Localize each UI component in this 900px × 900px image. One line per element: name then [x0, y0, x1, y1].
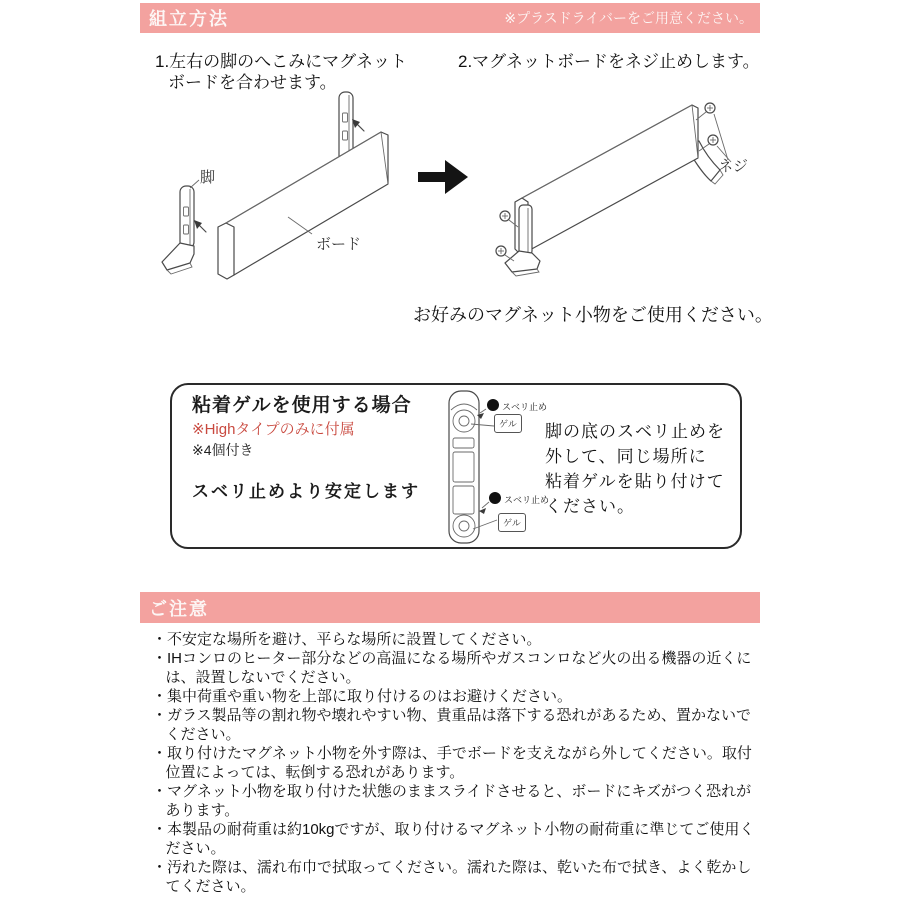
gel-side-line: ください。	[545, 497, 635, 516]
assembled-board-drawing	[515, 105, 698, 255]
pad-dot-bottom	[489, 492, 501, 504]
fit-arrow-lower	[194, 220, 206, 232]
gel-tag-bottom: ゲル	[498, 513, 526, 532]
board-drawing	[218, 132, 388, 279]
caution-item: ・汚れた際は、濡れ布巾で拭取ってください。濡れた際は、乾いた布で拭き、よく乾かしてください。	[152, 859, 752, 895]
screwdriver-note: ※プラスドライバーをご用意ください。	[504, 10, 753, 26]
gel-side-line: 脚の底のスベリ止めを	[545, 422, 725, 441]
step2-diagram	[488, 88, 760, 310]
gel-side-line: 外して、同じ場所に	[545, 447, 707, 466]
pad-label-bottom: スベリ止め	[504, 495, 550, 505]
caution-item: ・本製品の耐荷重は約10kgですが、取り付けるマグネット小物の耐荷重に準じてご使用ください。	[152, 821, 755, 857]
lower-leg-drawing	[162, 186, 194, 274]
gel-side-text	[545, 419, 725, 519]
step1-line2: ボードを合わせます。	[168, 73, 337, 92]
caution-item: ・集中荷重や重い物を上部に取り付けるのはお避けください。	[152, 688, 573, 705]
assembly-header-bar	[140, 3, 760, 33]
caution-header-bar	[140, 592, 760, 623]
caution-item: ・取り付けたマグネット小物を外す際は、手でボードを支えながら外してください。取付位置によっては、転倒する恐れがあります。	[152, 745, 752, 781]
arrow-right-icon	[418, 159, 470, 196]
leg-label: 脚	[200, 169, 216, 186]
gel-count-note: ※4個付き	[192, 442, 254, 458]
caution-title: ご注意	[149, 598, 209, 619]
step2-text: 2.マグネットボードをネジ止めします。	[458, 52, 760, 71]
gel-box-title: 粘着ゲルを使用する場合	[192, 395, 412, 416]
caution-item: ・ガラス製品等の割れ物や壊れやすい物、貴重品は落下する恐れがあるため、置かないでください。	[152, 707, 751, 743]
screw-top-1	[696, 103, 715, 120]
gel-side-line: 粘着ゲルを貼り付けて	[545, 472, 725, 491]
screw-label: ネジ	[718, 158, 749, 175]
screw-top-2	[699, 135, 718, 151]
screw-left-2	[496, 246, 514, 261]
caution-item: ・マグネット小物を取り付けた状態のままスライドさせると、ボードにキズがつく恐れがあります。	[152, 783, 752, 819]
fit-arrow-upper	[352, 119, 364, 131]
leg-label-leader	[190, 180, 199, 188]
caution-item: ・IHコンロのヒーター部分などの高温になる場所やガスコンロなど火の出る機器の近くには、設置しないでください。	[152, 650, 752, 686]
gel-stability-note: スベリ止めより安定します	[192, 482, 420, 501]
pad-dot-top	[487, 399, 499, 411]
pad-label-top: スベリ止め	[502, 402, 548, 412]
caution-item: ・不安定な場所を避け、平らな場所に設置してください。	[152, 631, 542, 648]
step1-line1: 1.左右の脚のへこみにマグネット	[155, 52, 408, 71]
usage-note: お好みのマグネット小物をご使用ください。	[413, 305, 773, 325]
caution-list	[152, 630, 764, 896]
gel-high-type-note: ※Highタイプのみに付属	[192, 421, 355, 438]
assembly-title: 組立方法	[149, 9, 229, 29]
gel-tag-top: ゲル	[494, 414, 522, 433]
board-label: ボード	[316, 236, 362, 253]
